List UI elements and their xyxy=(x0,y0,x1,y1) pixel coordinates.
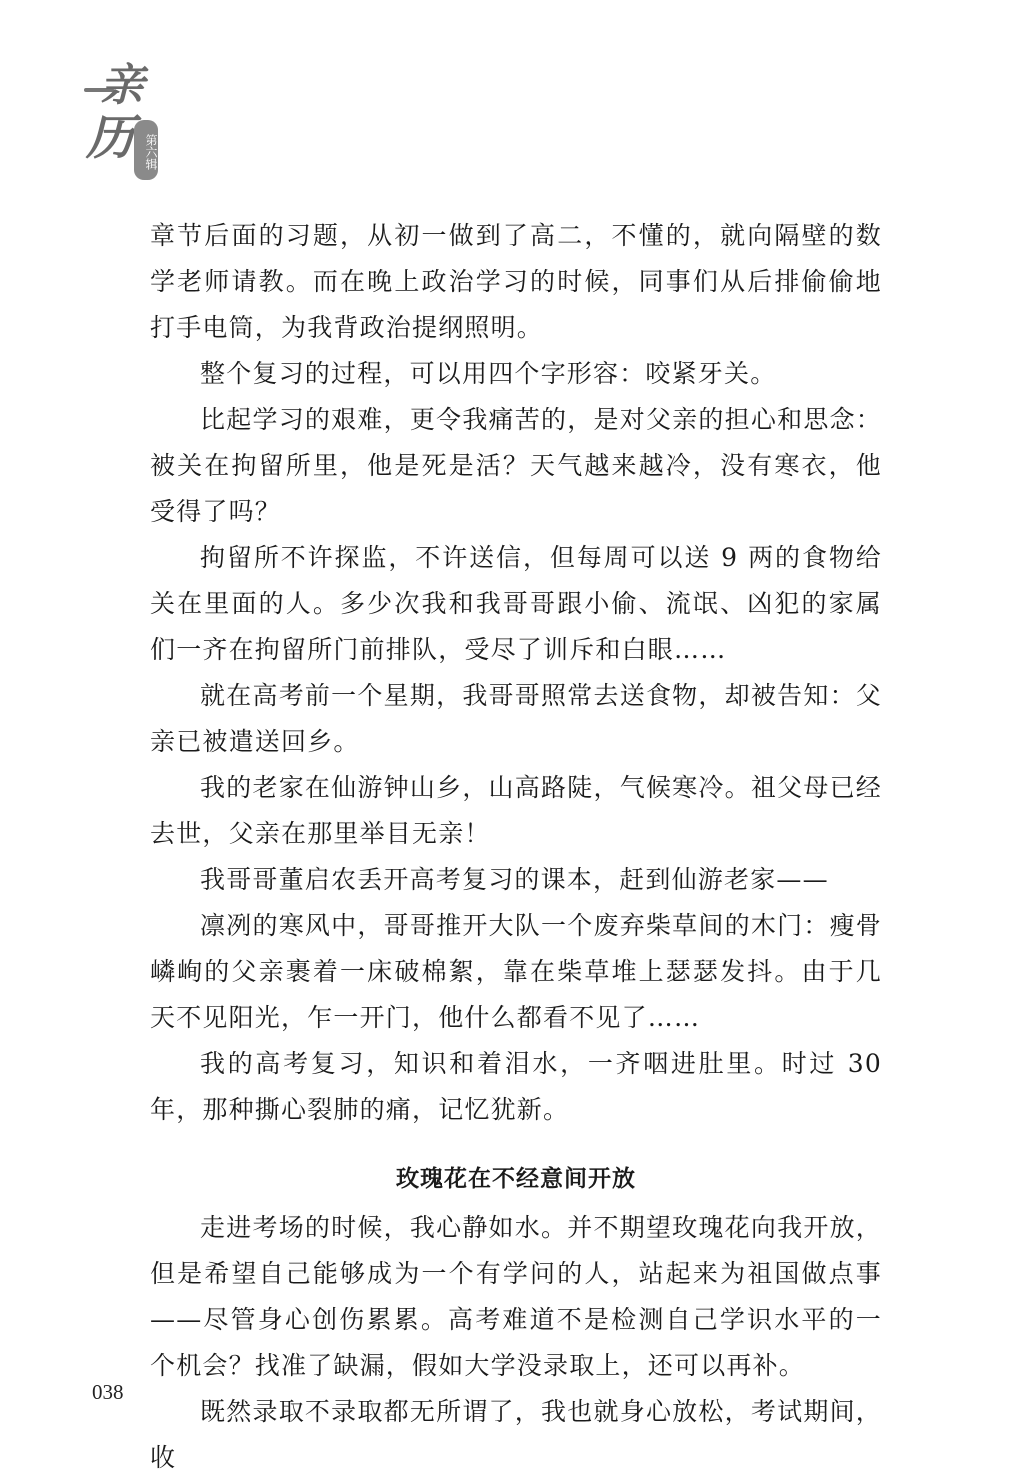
paragraph-5: 就在高考前一个星期，我哥哥照常去送食物，却被告知：父亲已被遣送回乡。 xyxy=(150,681,882,756)
page-number: 038 xyxy=(92,1380,124,1404)
paragraph-3: 比起学习的艰难，更令我痛苦的，是对父亲的担心和思念：被关在拘留所里，他是死是活？天气越来越冷，没有寒衣，他受得了吗？ xyxy=(150,405,882,526)
section-paragraph-1: 走进考场的时候，我心静如水。并不期望玫瑰花向我开放，但是希望自己能够成为一个有学问的人，站起来为祖国做点事——尽管身心创伤累累。高考难道不是检测自己学识水平的一个机会？找准了缺漏，假如大学没录取上，还可以再补。 xyxy=(150,1213,882,1380)
logo-char-2: 历 xyxy=(86,110,135,166)
section-heading: 玫瑰花在不经意间开放 xyxy=(396,1166,636,1192)
paragraph-6: 我的老家在仙游钟山乡，山高路陡，气候寒冷。祖父母已经去世，父亲在那里举目无亲！ xyxy=(150,773,882,848)
section-paragraph-2: 既然录取不录取都无所谓了，我也就身心放松，考试期间，收 xyxy=(150,1397,882,1472)
paragraph-8: 凛冽的寒风中，哥哥推开大队一个废弃柴草间的木门：瘦骨嶙峋的父亲裹着一床破棉絮，靠在柴草堆上瑟瑟发抖。由于几天不见阳光，乍一开门，他什么都看不见了…… xyxy=(150,911,882,1032)
logo-char-1: 亲 xyxy=(100,60,144,111)
paragraph-9: 我的高考复习，知识和着泪水，一齐咽进肚里。时过 30 年，那种撕心裂肺的痛，记忆犹新。 xyxy=(150,1049,882,1124)
paragraph-1: 章节后面的习题，从初一做到了高二，不懂的，就向隔壁的数学老师请教。而在晚上政治学习的时候，同事们从后排偷偷地打手电筒，为我背政治提纲照明。 xyxy=(150,221,882,342)
paragraph-2: 整个复习的过程，可以用四个字形容：咬紧牙关。 xyxy=(200,359,777,388)
book-series-logo xyxy=(82,62,162,182)
paragraph-4: 拘留所不许探监，不许送信，但每周可以送 9 两的食物给关在里面的人。多少次我和我哥哥跟小偷、流氓、凶犯的家属们一齐在拘留所门前排队，受尽了训斥和白眼…… xyxy=(150,543,882,664)
paragraph-7: 我哥哥董启农丢开高考复习的课本，赶到仙游老家—— xyxy=(200,865,829,894)
logo-seal: 第六辑 xyxy=(134,120,158,180)
page-body xyxy=(150,213,882,1481)
